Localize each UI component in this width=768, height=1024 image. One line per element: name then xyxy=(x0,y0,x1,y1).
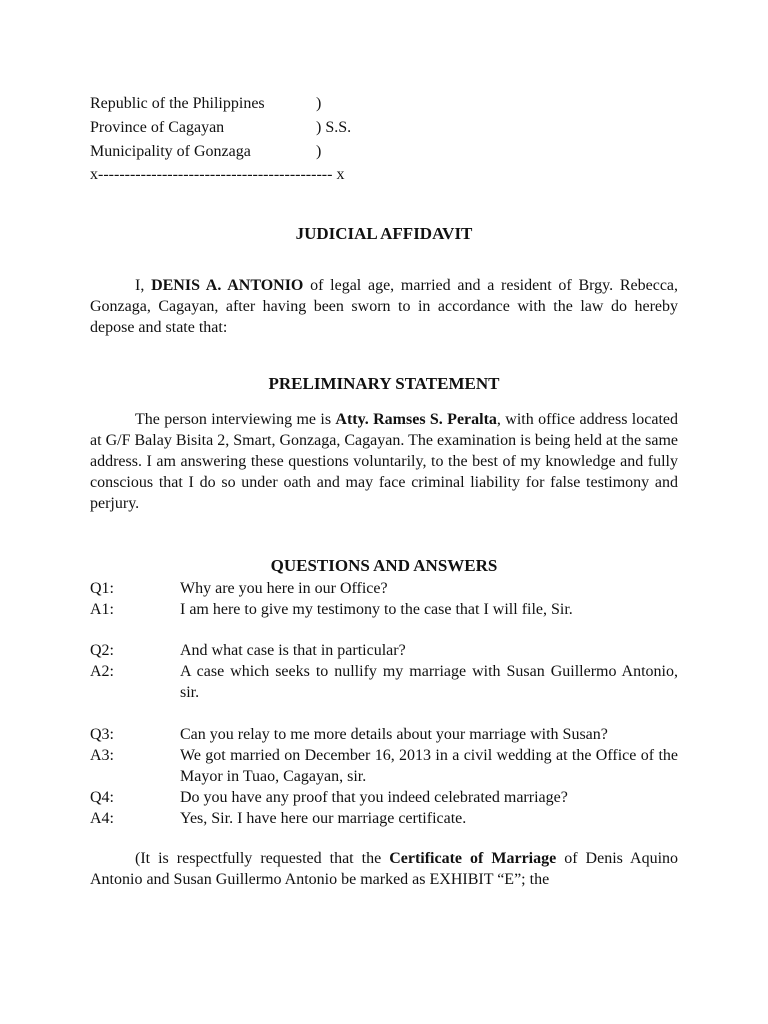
caption-republic: Republic of the Philippines xyxy=(90,95,265,112)
caption-paren: ) xyxy=(316,95,322,112)
intro-pre: I, xyxy=(135,277,152,294)
qa-text: Can you relay to me more details about your marriage with Susan? xyxy=(180,726,608,743)
qa-text: Do you have any proof that you indeed celebrated marriage? xyxy=(180,789,568,806)
intro-post: of legal age, married and a resident of Brgy. Rebecca, Gonzaga, Cagayan, after having been sworn to in accordance with the law do hereby depose and state that: xyxy=(90,277,679,336)
exhibit-document: Certificate of Marriage xyxy=(389,850,557,867)
document-title: JUDICIAL AFFIDAVIT xyxy=(295,224,473,243)
qa-text: And what case is that in particular? xyxy=(180,642,406,659)
qa-label: A4: xyxy=(90,810,114,827)
prelim-post: , with office address located at G/F Balay Bisita 2, Smart, Gonzaga, Cagayan. The examination is being held at the same address. I am answering these questions voluntarily, to the best of my knowledge and fully conscious that I do so under oath and may face criminal liability for false testimony and perjury. xyxy=(90,411,678,512)
qa-label: A2: xyxy=(90,663,114,680)
qa-label: Q3: xyxy=(90,726,114,743)
qa-text: Yes, Sir. I have here our marriage certificate. xyxy=(180,810,467,827)
caption-province: Province of Cagayan xyxy=(90,119,225,136)
preliminary-paragraph xyxy=(90,409,678,514)
caption-paren: ) xyxy=(316,143,322,160)
qa-label: A1: xyxy=(90,601,114,618)
intro-paragraph xyxy=(90,275,678,338)
prelim-pre: The person interviewing me is xyxy=(135,411,336,428)
qa-text: We got married on December 16, 2013 in a civil wedding at the Office of the Mayor in Tuao, Cagayan, sir. xyxy=(180,747,678,785)
exhibit-paragraph xyxy=(90,848,678,890)
qa-label: Q1: xyxy=(90,580,114,597)
qa-heading: QUESTIONS AND ANSWERS xyxy=(270,556,498,575)
qa-label: Q2: xyxy=(90,642,114,659)
exhibit-pre: (It is respectfully requested that the xyxy=(135,850,390,867)
preliminary-heading: PRELIMINARY STATEMENT xyxy=(268,374,500,393)
qa-label: A3: xyxy=(90,747,114,764)
qa-text: I am here to give my testimony to the case that I will file, Sir. xyxy=(180,601,573,618)
caption-ss: ) S.S. xyxy=(316,119,352,136)
attorney-name: Atty. Ramses S. Peralta xyxy=(335,411,497,428)
exhibit-post: of Denis Aquino Antonio and Susan Guillermo Antonio be marked as EXHIBIT “E”; the xyxy=(90,850,679,888)
caption-municipality: Municipality of Gonzaga xyxy=(90,143,251,160)
caption-rule: x-------------------------------------------- x xyxy=(90,166,345,183)
qa-text: A case which seeks to nullify my marriage with Susan Guillermo Antonio, sir. xyxy=(180,663,678,701)
qa-label: Q4: xyxy=(90,789,114,806)
qa-text: Why are you here in our Office? xyxy=(180,580,388,597)
affiant-name: DENIS A. ANTONIO xyxy=(151,277,304,294)
